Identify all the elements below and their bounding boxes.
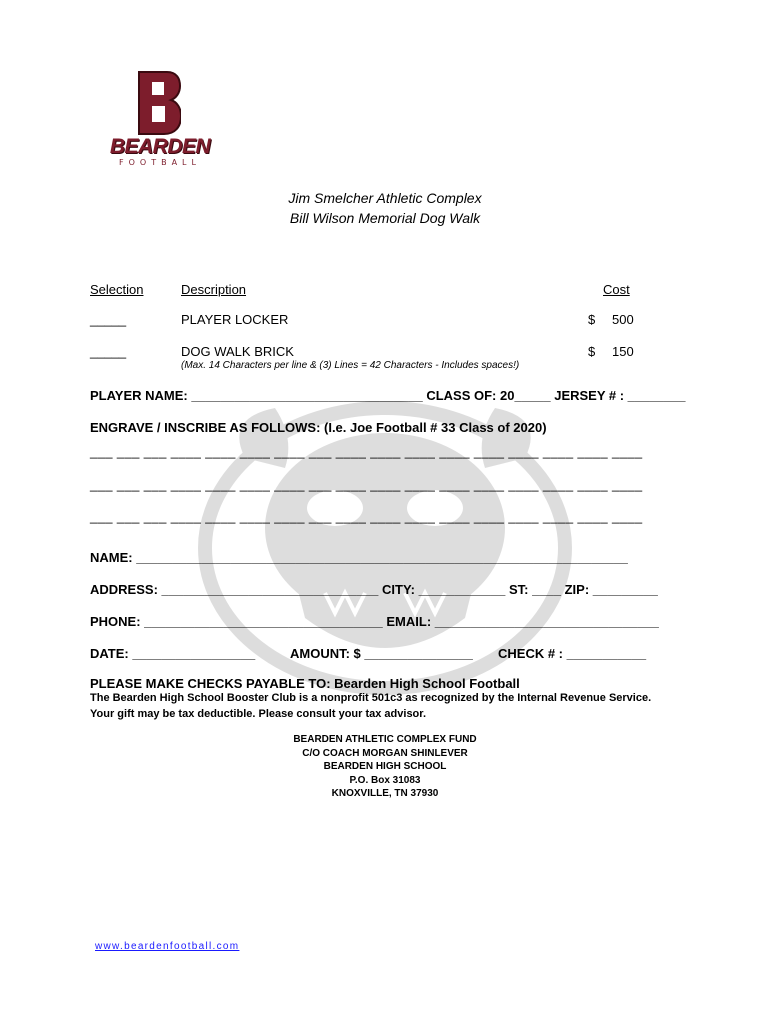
date-field[interactable]: DATE: _________________	[90, 646, 256, 661]
header-selection: Selection	[90, 282, 144, 297]
engrave-label: ENGRAVE / INSCRIBE AS FOLLOWS: (I.e. Joe Football # 33 Class of 2020)	[90, 420, 547, 435]
address-line: C/O COACH MORGAN SHINLEVER	[302, 747, 468, 759]
engrave-line-3[interactable]: ___ ___ ___ ____ ____ ____ ____ ___ ____ ____ ____ ____ ____ ____ ____ ____ ____	[90, 509, 643, 524]
row-brick-currency: $	[588, 344, 596, 359]
check-field[interactable]: CHECK # : ___________	[498, 646, 647, 661]
amount-field[interactable]: AMOUNT: $ _______________	[290, 646, 473, 661]
header-description: Description	[181, 282, 247, 297]
bearden-football-logo	[90, 70, 230, 170]
header-cost: Cost	[603, 282, 630, 297]
brick-character-note: (Max. 14 Characters per line & (3) Lines = 42 Characters - Includes spaces!)	[181, 360, 520, 371]
address-field[interactable]: ADDRESS: ______________________________ CITY: ____________ ST: ____ ZIP: _________	[90, 582, 658, 597]
row-locker-description: PLAYER LOCKER	[181, 312, 289, 327]
row-brick-amount: 150	[612, 344, 634, 359]
title-line-2: Bill Wilson Memorial Dog Walk	[289, 210, 481, 226]
payable-heading: PLEASE MAKE CHECKS PAYABLE TO: Bearden High School Football	[90, 676, 520, 691]
logo-subtitle: FOOTBALL	[119, 158, 201, 167]
address-line: BEARDEN HIGH SCHOOL	[323, 761, 447, 772]
row-locker-currency: $	[588, 312, 596, 327]
logo-wordmark: BEARDEN	[109, 135, 211, 158]
row-locker-amount: 500	[612, 312, 634, 327]
engrave-line-2[interactable]: ___ ___ ___ ____ ____ ____ ____ ___ ____ ____ ____ ____ ____ ____ ____ ____ ____	[90, 477, 643, 492]
row-locker-selection[interactable]: _____	[90, 312, 127, 327]
name-field[interactable]: NAME: ____________________________________________________________________	[90, 550, 628, 565]
title-line-1: Jim Smelcher Athletic Complex	[288, 190, 482, 206]
address-line: P.O. Box 31083	[349, 774, 421, 786]
row-brick-description: DOG WALK BRICK	[181, 344, 294, 359]
bearden-b-logo-icon	[137, 70, 181, 136]
phone-email-field[interactable]: PHONE: _________________________________ EMAIL: _______________________________	[90, 614, 659, 629]
row-brick-selection[interactable]: _____	[90, 344, 127, 359]
address-line: KNOXVILLE, TN 37930	[331, 788, 439, 799]
tax-note: Your gift may be tax deductible. Please consult your tax advisor.	[90, 708, 427, 720]
player-info-line[interactable]: PLAYER NAME: ________________________________ CLASS OF: 20_____ JERSEY # : ________	[90, 388, 686, 403]
engrave-line-1[interactable]: ___ ___ ___ ____ ____ ____ ____ ___ ____ ____ ____ ____ ____ ____ ____ ____ ____	[90, 444, 643, 459]
mailing-address	[0, 733, 770, 801]
address-line: BEARDEN ATHLETIC COMPLEX FUND	[293, 734, 477, 745]
nonprofit-note: The Bearden High School Booster Club is a nonprofit 501c3 as recognized by the Internal Revenue Service.	[90, 692, 652, 704]
website-link[interactable]: www.beardenfootball.com	[95, 941, 240, 952]
